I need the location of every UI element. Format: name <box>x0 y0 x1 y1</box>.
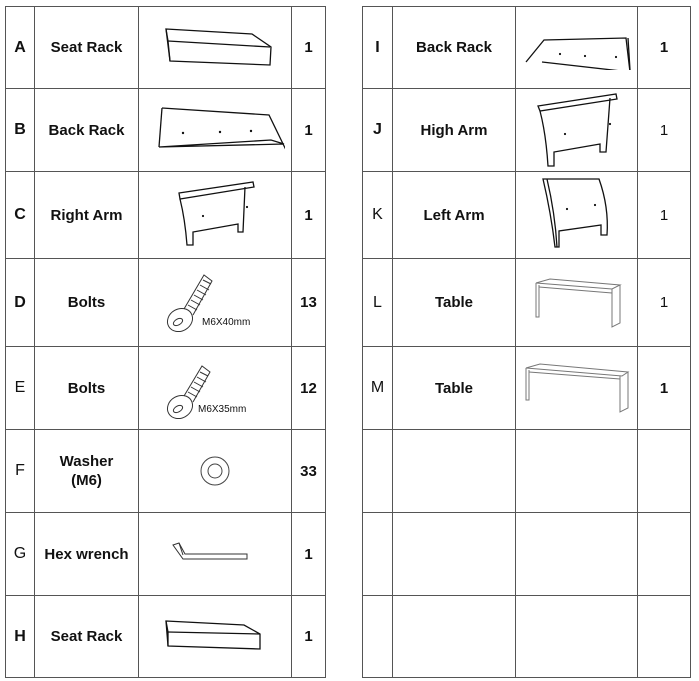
table-icon <box>516 259 638 347</box>
part-letter: D <box>6 259 35 347</box>
seat-rack-icon <box>139 596 292 678</box>
part-qty: 1 <box>638 347 691 430</box>
parts-list-right <box>362 6 691 678</box>
part-qty: 1 <box>638 172 691 259</box>
part-letter: E <box>6 347 35 430</box>
part-row-f <box>6 430 326 513</box>
part-qty: 33 <box>292 430 326 513</box>
part-qty: 1 <box>292 89 326 172</box>
left-arm-icon <box>516 172 638 259</box>
part-qty <box>638 513 691 596</box>
part-name: Bolts <box>35 347 139 430</box>
part-qty: 12 <box>292 347 326 430</box>
part-letter: I <box>363 7 393 89</box>
part-name: High Arm <box>393 89 516 172</box>
part-letter <box>363 513 393 596</box>
part-row-k <box>363 172 691 259</box>
part-name: Seat Rack <box>35 7 139 89</box>
empty-row <box>363 596 691 678</box>
part-qty: 1 <box>292 513 326 596</box>
part-name: Bolts <box>35 259 139 347</box>
part-name: Hex wrench <box>35 513 139 596</box>
empty-row <box>363 513 691 596</box>
svg-text:M6X35mm: M6X35mm <box>198 404 247 415</box>
part-letter: K <box>363 172 393 259</box>
part-row-i <box>363 7 691 89</box>
part-letter <box>363 430 393 513</box>
part-name: Back Rack <box>35 89 139 172</box>
high-arm-icon <box>516 89 638 172</box>
part-name <box>393 430 516 513</box>
part-name: Table <box>393 259 516 347</box>
hex-wrench-icon <box>139 513 292 596</box>
part-name: Right Arm <box>35 172 139 259</box>
part-row-j <box>363 89 691 172</box>
part-name: Washer (M6) <box>35 430 139 513</box>
part-qty <box>638 596 691 678</box>
part-qty: 1 <box>638 259 691 347</box>
svg-text:M6X40mm: M6X40mm <box>202 316 251 328</box>
part-letter: F <box>6 430 35 513</box>
part-qty: 13 <box>292 259 326 347</box>
part-row-b <box>6 89 326 172</box>
part-letter: H <box>6 596 35 678</box>
back-rack-icon <box>516 7 638 89</box>
part-letter: J <box>363 89 393 172</box>
part-name <box>393 513 516 596</box>
part-row-c <box>6 172 326 259</box>
part-qty: 1 <box>638 89 691 172</box>
part-row-m <box>363 347 691 430</box>
right-arm-icon <box>139 172 292 259</box>
parts-list-left <box>5 6 326 678</box>
part-name: Left Arm <box>393 172 516 259</box>
part-letter <box>363 596 393 678</box>
part-name <box>393 596 516 678</box>
bolt-icon <box>139 347 292 430</box>
part-qty: 1 <box>292 7 326 89</box>
bolt-icon <box>139 259 292 347</box>
part-qty: 1 <box>292 596 326 678</box>
part-image <box>516 513 638 596</box>
part-qty: 1 <box>638 7 691 89</box>
empty-row <box>363 430 691 513</box>
table-icon <box>516 347 638 430</box>
part-letter: G <box>6 513 35 596</box>
part-row-l <box>363 259 691 347</box>
part-image <box>516 430 638 513</box>
part-name: Seat Rack <box>35 596 139 678</box>
part-name: Back Rack <box>393 7 516 89</box>
part-name: Table <box>393 347 516 430</box>
part-row-a <box>6 7 326 89</box>
part-row-g <box>6 513 326 596</box>
part-letter: B <box>6 89 35 172</box>
part-qty <box>638 430 691 513</box>
part-letter: L <box>363 259 393 347</box>
washer-icon <box>139 430 292 513</box>
part-image <box>516 596 638 678</box>
part-letter: A <box>6 7 35 89</box>
seat-rack-icon <box>139 7 292 89</box>
part-row-d <box>6 259 326 347</box>
part-row-h <box>6 596 326 678</box>
part-qty: 1 <box>292 172 326 259</box>
part-letter: M <box>363 347 393 430</box>
part-letter: C <box>6 172 35 259</box>
back-rack-icon <box>139 89 292 172</box>
part-row-e <box>6 347 326 430</box>
